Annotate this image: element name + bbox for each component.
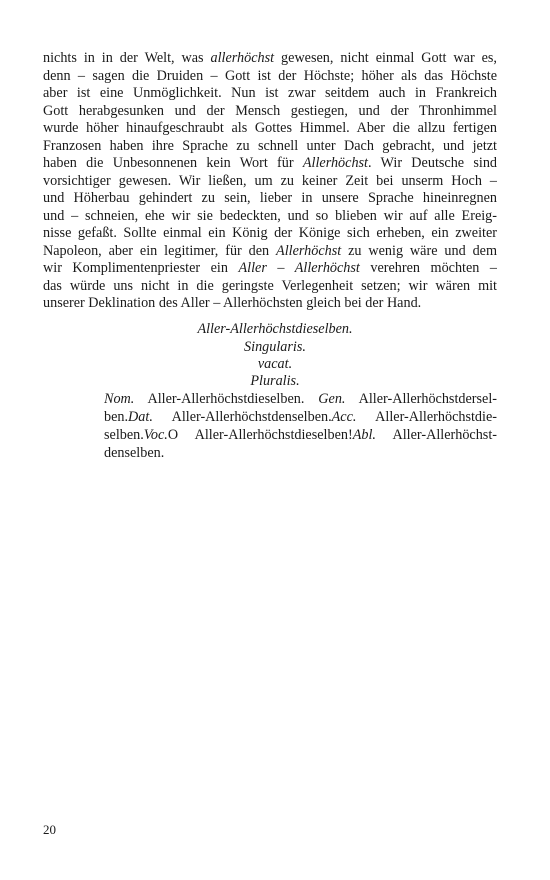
- declension-line: [104, 444, 497, 462]
- text-segment: unserer Deklination des Aller – Allerhöchsten gleich bei der Hand.: [43, 295, 422, 311]
- declension-line: [104, 390, 497, 408]
- text-segment: Franzosen haben ihre Sprache zu schnell unter Dach gebracht, und jetzt: [43, 137, 497, 154]
- text-segment: ben.: [104, 409, 129, 425]
- italic-text: Acc.: [331, 409, 357, 425]
- text-segment: wir Komplimentenpriester ein: [43, 260, 239, 276]
- text-segment: denselben.: [104, 445, 165, 461]
- declension-line: [104, 426, 497, 444]
- text-line: [43, 85, 497, 103]
- page-number: 20: [43, 822, 56, 837]
- italic-text: allerhöchst: [210, 50, 275, 66]
- italic-text: Voc.: [143, 427, 168, 443]
- text-segment: verehren möchten –: [359, 260, 497, 276]
- italic-text: Abl.: [352, 427, 376, 443]
- italic-text: Aller – Allerhöchst: [238, 260, 360, 276]
- text-segment: haben die Unbesonnenen kein Wort für: [43, 155, 303, 171]
- text-line: [43, 103, 497, 121]
- text-line: [43, 190, 497, 208]
- text-line: [43, 155, 497, 173]
- text-segment: zu wenig wäre und dem: [341, 242, 497, 259]
- text-segment: Aller-Allerhöchst-: [375, 427, 497, 443]
- text-line: [43, 208, 497, 226]
- declension-line: [104, 408, 497, 426]
- text-line: [43, 243, 497, 261]
- text-segment: nichts in in der Welt, was: [43, 50, 211, 66]
- text-segment: O Aller-Allerhöchstdieselben!: [167, 427, 353, 443]
- body-paragraph: [43, 50, 497, 313]
- text-segment: . Wir Deutsche sind: [368, 155, 497, 171]
- text-segment: Gott herabgesunken und der Mensch gestiegen, und der Thronhimmel: [43, 102, 497, 119]
- text-segment: und Höherbau gehindert zu sein, lieber in unsere Sprache hineinregnen: [43, 190, 497, 206]
- text-segment: Aller-Allerhöchstdieselben.: [134, 391, 319, 407]
- text-segment: denn – sagen die Druiden – Gott ist der Höchste; höher als das Höchste: [43, 67, 497, 84]
- italic-text: Gen.: [318, 391, 346, 407]
- italic-text: Allerhöchst: [302, 155, 368, 171]
- text-segment: Aller-Allerhöchstdenselben.: [152, 409, 332, 425]
- text-segment: nisse gefaßt. Sollte einmal ein König der Könige sich erheben, ein zweiter: [43, 225, 497, 241]
- text-segment: vorsichtiger gewesen. Wir ließen, um zu keiner Zeit bei unserm Hoch –: [43, 172, 497, 189]
- text-segment: wurde höher hinaufgeschraubt als Gottes Himmel. Aber die allzu fertigen: [43, 120, 497, 136]
- declension-paragraph: [104, 390, 497, 462]
- text-segment: gewesen, nicht einmal Gott war es,: [274, 50, 497, 66]
- text-segment: und – schneien, ehe wir sie bedeckten, und so blieben wir auf alle Ereig-: [43, 207, 497, 224]
- text-segment: das würde uns nicht in die geringste Verlegenheit setzen; wir wären mit: [43, 277, 497, 294]
- text-segment: Aller-Allerhöchstdersel-: [345, 391, 497, 407]
- text-line: [43, 68, 497, 86]
- text-line: [43, 278, 497, 296]
- text-segment: selben.: [104, 427, 144, 443]
- text-line: [43, 138, 497, 156]
- text-segment: Napoleon, aber ein legitimer, für den: [43, 242, 277, 259]
- pluralis-label: Pluralis.: [250, 373, 300, 389]
- singularis-label: Singularis.: [244, 339, 306, 355]
- vacat-label: vacat.: [257, 356, 293, 372]
- text-segment: aber ist eine Unmöglichkeit. Nun ist zwar seitdem auch in Frankreich: [43, 85, 497, 101]
- italic-text: Nom.: [104, 391, 135, 407]
- text-line: [43, 120, 497, 138]
- text-line: [43, 225, 497, 243]
- text-segment: Aller-Allerhöchstdie-: [356, 409, 497, 425]
- text-line: [43, 260, 497, 278]
- text-line: [43, 295, 497, 313]
- italic-text: Allerhöchst: [276, 242, 342, 259]
- italic-text: Dat.: [128, 409, 153, 425]
- declension-heading: Aller-Allerhöchstdieselben.: [197, 321, 353, 337]
- text-line: [43, 50, 497, 68]
- text-line: [43, 173, 497, 191]
